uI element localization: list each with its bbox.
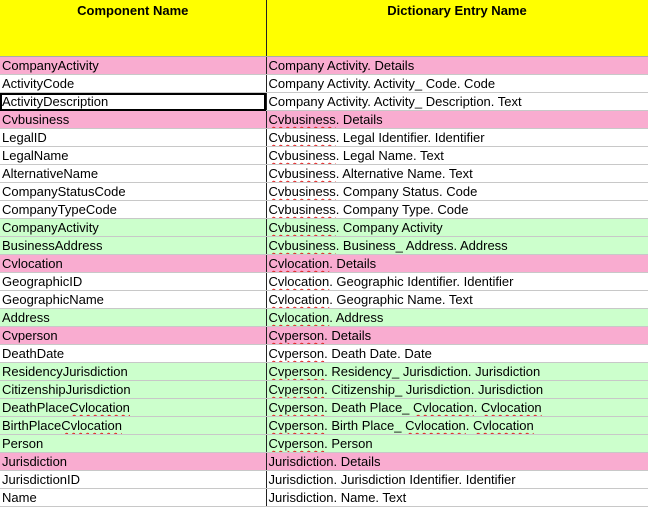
cell-component-name[interactable]: Cvperson [0, 327, 266, 345]
cell-entry-rest: . Company Activity [335, 220, 443, 235]
cell-entry-prefix: Cvperson [268, 400, 325, 415]
table-row [0, 165, 648, 183]
cell-entry-prefix: Cvlocation [268, 292, 330, 307]
header-component-name[interactable] [0, 0, 266, 57]
cell-dictionary-entry[interactable]: Jurisdiction. Name. Text [266, 489, 648, 507]
cell-entry-prefix: Cvlocation [268, 274, 330, 289]
cell-entry-rest: . Citizenship_ Jurisdiction. Jurisdiction [324, 382, 544, 397]
table-row [0, 489, 648, 507]
cell-entry-rest [324, 400, 542, 415]
table-row [0, 129, 648, 147]
cell-dictionary-entry[interactable] [266, 237, 648, 255]
cell-dictionary-entry[interactable] [266, 309, 648, 327]
table-row [0, 435, 648, 453]
cell-entry-prefix: Cvbusiness [268, 220, 336, 235]
cell-dictionary-entry[interactable] [266, 183, 648, 201]
cell-component-name[interactable]: ActivityCode [0, 75, 266, 93]
cell-entry-part: . Birth Place_ [324, 418, 406, 433]
cell-dictionary-entry[interactable] [266, 201, 648, 219]
cell-component-name[interactable]: Name [0, 489, 266, 507]
cell-dictionary-entry[interactable] [266, 165, 648, 183]
cell-entry-part: Cvlocation [405, 418, 466, 433]
cell-entry-rest: . Company Type. Code [335, 202, 469, 217]
cell-component-name[interactable]: CitizenshipJurisdiction [0, 381, 266, 399]
cell-component-name[interactable]: Address [0, 309, 266, 327]
cell-entry-rest: . Alternative Name. Text [335, 166, 473, 181]
cell-entry-rest: . Geographic Identifier. Identifier [329, 274, 514, 289]
cell-entry-part: . [473, 400, 481, 415]
table-row [0, 399, 648, 417]
cell-component-name[interactable]: LegalID [0, 129, 266, 147]
table-row [0, 363, 648, 381]
cell-dictionary-entry[interactable] [266, 327, 648, 345]
cell-component-name[interactable]: Jurisdiction [0, 453, 266, 471]
cell-component-name[interactable] [0, 417, 266, 435]
cell-component-name[interactable]: JurisdictionID [0, 471, 266, 489]
cell-entry-part: Cvlocation [473, 418, 534, 433]
cell-component-name[interactable]: LegalName [0, 147, 266, 165]
table-row [0, 291, 648, 309]
cell-component-name[interactable]: Cvlocation [0, 255, 266, 273]
cell-component-name[interactable]: Person [0, 435, 266, 453]
cell-entry-rest: . Details [335, 112, 383, 127]
cell-dictionary-entry[interactable]: Jurisdiction. Details [266, 453, 648, 471]
cell-entry-prefix: Cvbusiness [268, 184, 336, 199]
cell-dictionary-entry[interactable] [266, 147, 648, 165]
cell-entry-prefix: Cvbusiness [268, 202, 336, 217]
cell-dictionary-entry[interactable] [266, 399, 648, 417]
cell-entry-prefix: Cvperson [268, 436, 325, 451]
cell-dictionary-entry[interactable]: Company Activity. Details [266, 57, 648, 75]
header-component-label: Component Name [77, 3, 189, 18]
cell-component-name[interactable]: DeathDate [0, 345, 266, 363]
cell-dictionary-entry[interactable] [266, 381, 648, 399]
table-row [0, 219, 648, 237]
cell-entry-prefix: Cvbusiness [268, 130, 336, 145]
cell-entry-rest: . Details [324, 328, 372, 343]
cell-entry-prefix: Cvlocation [268, 310, 330, 325]
cell-component-name[interactable] [0, 399, 266, 417]
cell-entry-rest: . Business_ Address. Address [335, 238, 508, 253]
cell-entry-rest: . Address [329, 310, 384, 325]
cell-component-part: DeathPlace [2, 400, 70, 415]
cell-component-name[interactable]: CompanyTypeCode [0, 201, 266, 219]
cell-dictionary-entry[interactable] [266, 363, 648, 381]
header-dictionary-label: Dictionary Entry Name [387, 3, 527, 18]
table-row [0, 453, 648, 471]
cell-dictionary-entry[interactable]: Jurisdiction. Jurisdiction Identifier. Identifier [266, 471, 648, 489]
cell-entry-prefix: Cvperson [268, 328, 325, 343]
cell-entry-prefix: Cvperson [268, 364, 325, 379]
table-row [0, 237, 648, 255]
cell-component-part: BirthPlace [2, 418, 62, 433]
cell-component-name[interactable]: CompanyStatusCode [0, 183, 266, 201]
table-row [0, 471, 648, 489]
cell-component-name[interactable]: GeographicName [0, 291, 266, 309]
cell-entry-part: . Death Place_ [324, 400, 414, 415]
cell-component-name[interactable]: ResidencyJurisdiction [0, 363, 266, 381]
cell-component-part: Cvlocation [69, 400, 130, 415]
cell-entry-rest: . Residency_ Jurisdiction. Jurisdiction [324, 364, 541, 379]
cell-dictionary-entry[interactable]: Company Activity. Activity_ Description. Text [266, 93, 648, 111]
cell-entry-prefix: Cvperson [268, 418, 325, 433]
table-row [0, 57, 648, 75]
cell-entry-prefix: Cvbusiness [268, 166, 336, 181]
table-row [0, 273, 648, 291]
cell-entry-rest: . Death Date. Date [324, 346, 432, 361]
cell-entry-prefix: Cvbusiness [268, 148, 336, 163]
cell-dictionary-entry[interactable]: Company Activity. Activity_ Code. Code [266, 75, 648, 93]
table-row [0, 147, 648, 165]
table-row [0, 75, 648, 93]
cell-component-name[interactable]: ActivityDescription [0, 93, 266, 111]
table-row [0, 345, 648, 363]
cell-component-name[interactable]: Cvbusiness [0, 111, 266, 129]
table-row [0, 417, 648, 435]
cell-entry-prefix: Cvlocation [268, 256, 330, 271]
cell-component-part: Cvlocation [61, 418, 122, 433]
cell-entry-rest: . Geographic Name. Text [329, 292, 473, 307]
cell-component-name[interactable]: GeographicID [0, 273, 266, 291]
cell-entry-prefix: Cvperson [268, 346, 325, 361]
cell-entry-rest [324, 418, 534, 433]
table-row [0, 93, 648, 111]
table-row [0, 183, 648, 201]
cell-entry-prefix: Cvbusiness [268, 238, 336, 253]
cell-dictionary-entry[interactable] [266, 291, 648, 309]
table-body [0, 57, 648, 507]
cell-entry-rest: . Company Status. Code [335, 184, 478, 199]
table-row [0, 327, 648, 345]
cell-entry-part: Cvlocation [413, 400, 474, 415]
table-row [0, 111, 648, 129]
cell-dictionary-entry[interactable] [266, 345, 648, 363]
cell-entry-rest: . Legal Identifier. Identifier [335, 130, 485, 145]
cell-entry-rest: . Legal Name. Text [335, 148, 444, 163]
cell-dictionary-entry[interactable] [266, 111, 648, 129]
header-dictionary-entry-name[interactable] [266, 0, 648, 57]
table-row [0, 255, 648, 273]
cell-dictionary-entry[interactable] [266, 129, 648, 147]
cell-entry-rest: . Person [324, 436, 373, 451]
cell-entry-rest: . Details [329, 256, 377, 271]
cell-component-name[interactable]: AlternativeName [0, 165, 266, 183]
cell-entry-part: Cvlocation [480, 400, 542, 415]
table-row [0, 201, 648, 219]
cell-entry-prefix: Cvbusiness [268, 112, 336, 127]
table-row [0, 309, 648, 327]
cell-component-name[interactable]: CompanyActivity [0, 219, 266, 237]
table-row [0, 381, 648, 399]
cell-dictionary-entry[interactable] [266, 417, 648, 435]
cell-dictionary-entry[interactable] [266, 273, 648, 291]
cell-component-name[interactable]: BusinessAddress [0, 237, 266, 255]
cell-dictionary-entry[interactable] [266, 435, 648, 453]
cell-entry-part: . [465, 418, 474, 433]
cell-component-name[interactable]: CompanyActivity [0, 57, 266, 75]
cell-dictionary-entry[interactable] [266, 255, 648, 273]
header-row [0, 0, 648, 57]
cell-dictionary-entry[interactable] [266, 219, 648, 237]
cell-entry-prefix: Cvperson [268, 382, 325, 397]
